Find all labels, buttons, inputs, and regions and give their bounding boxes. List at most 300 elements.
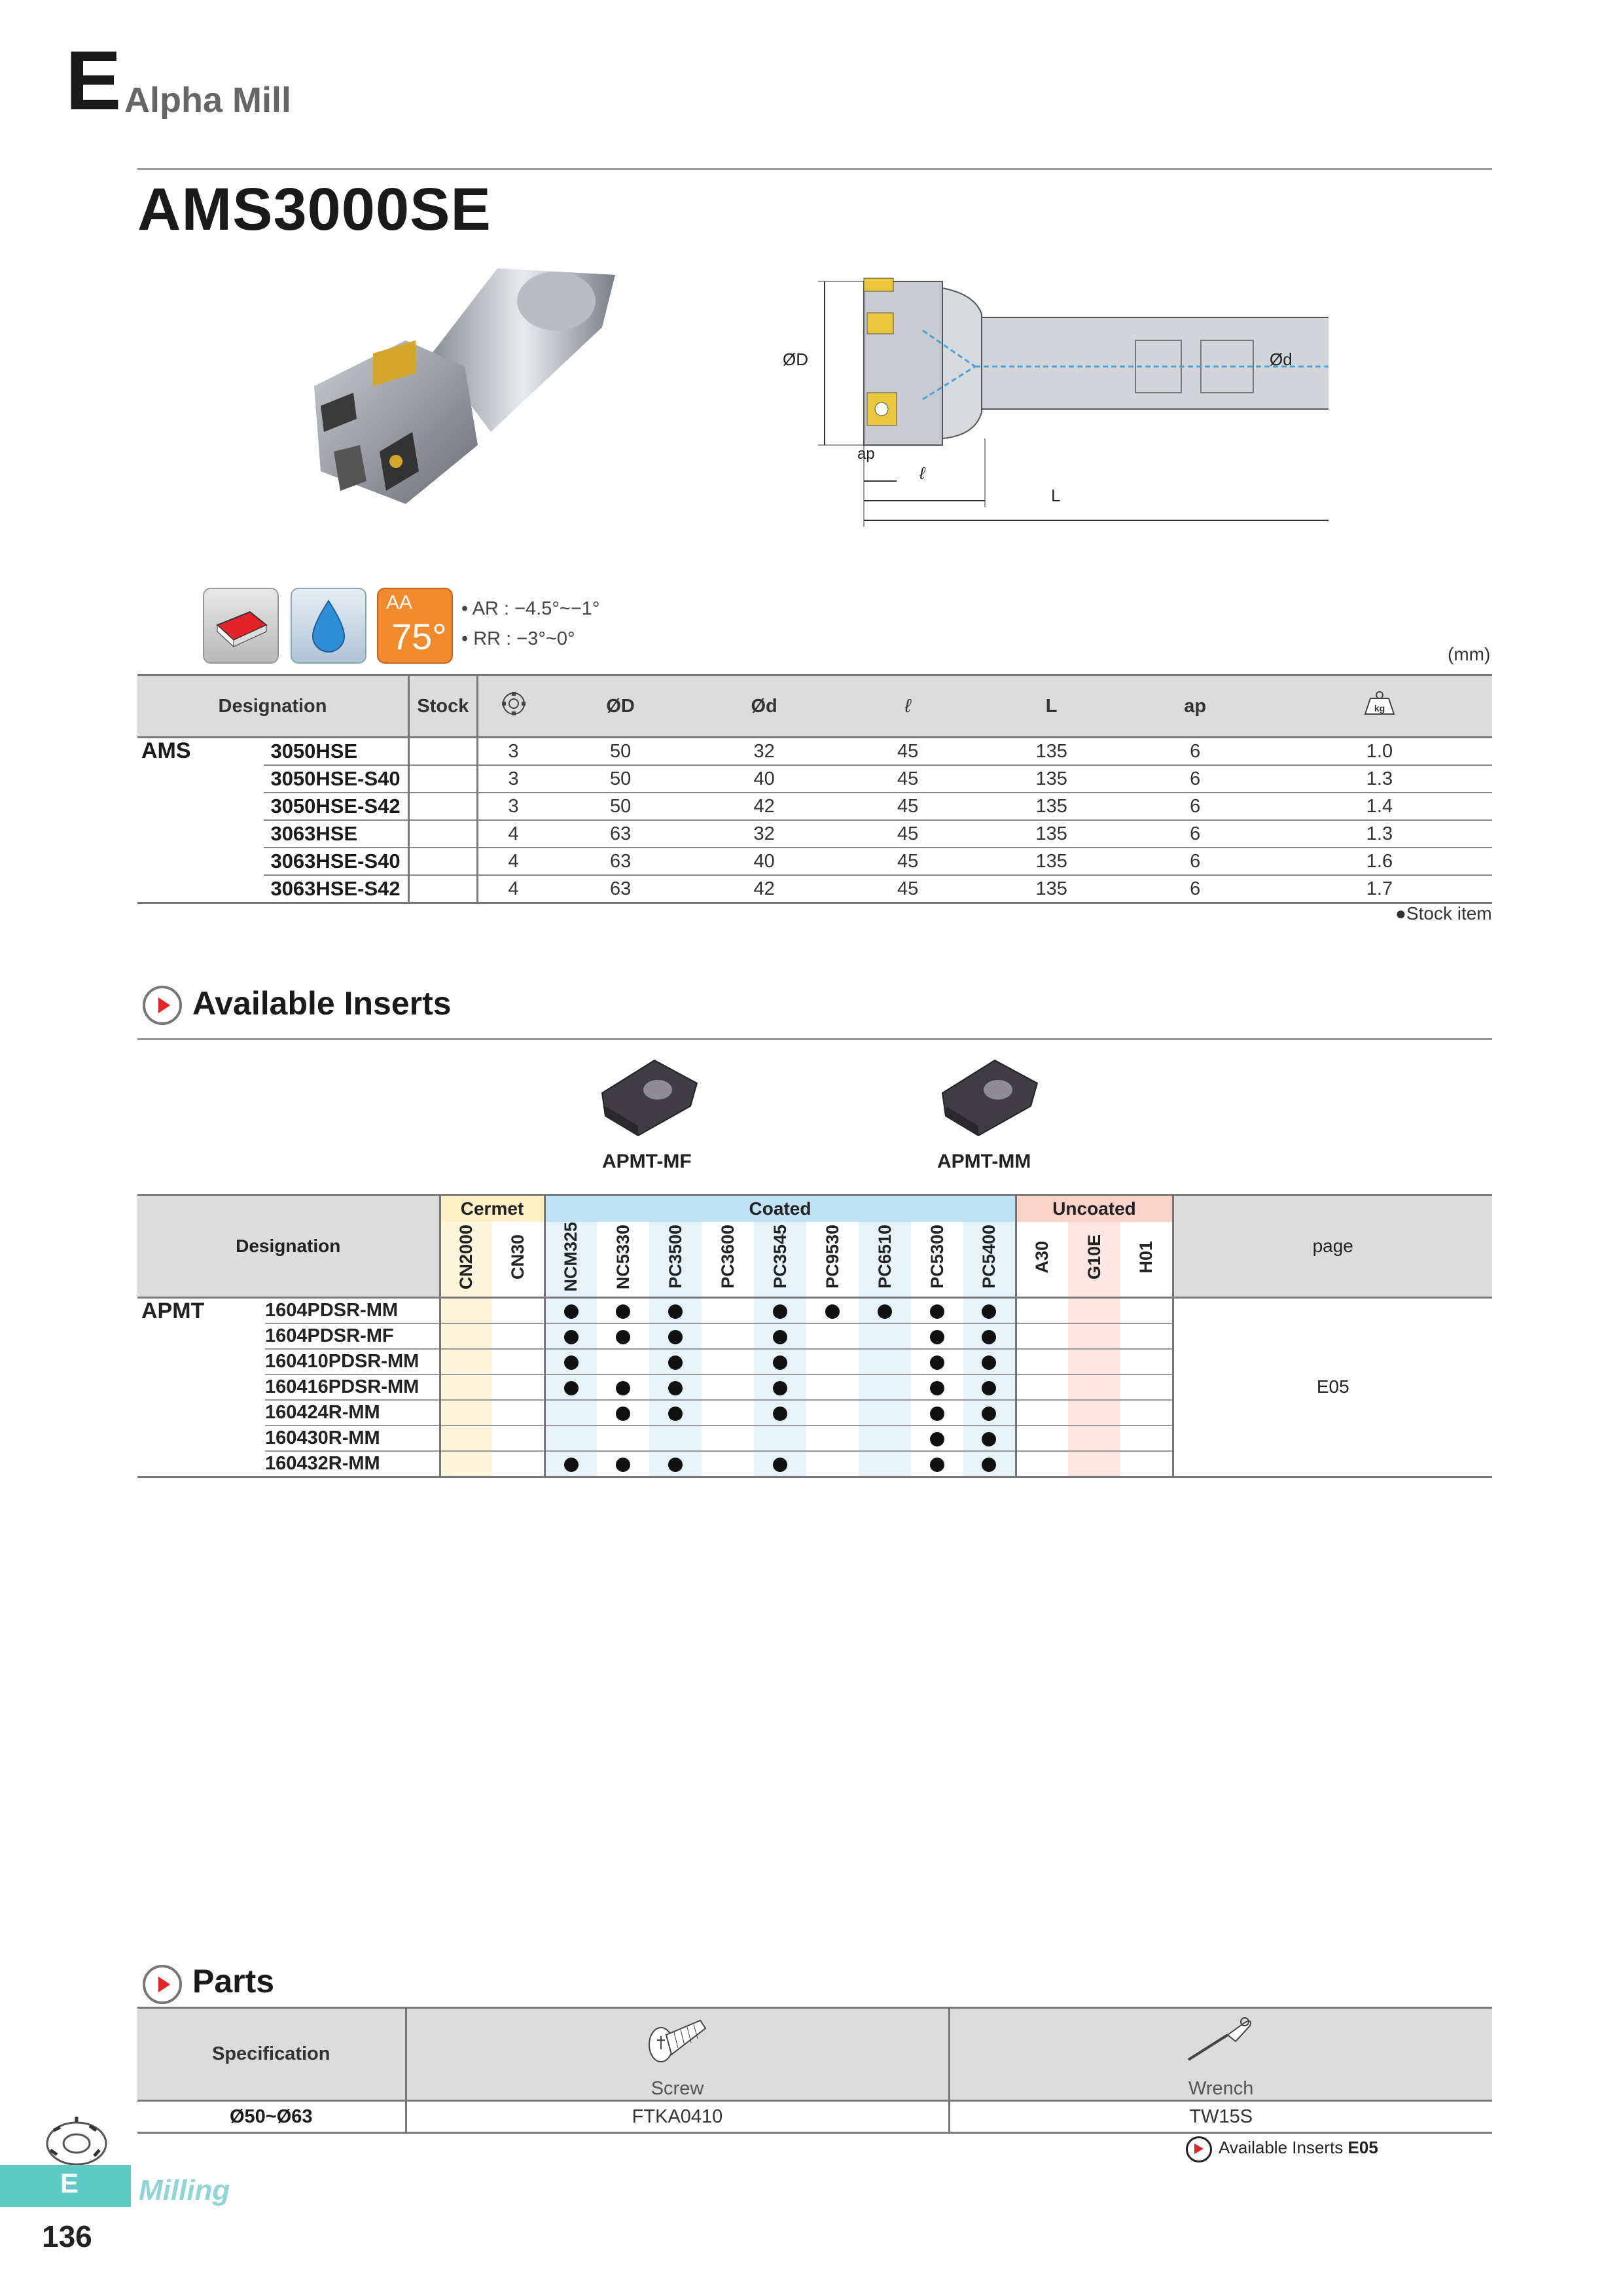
section-letter: E: [65, 34, 122, 128]
spec-ap: 6: [1123, 793, 1266, 820]
grade-cell: [859, 1374, 911, 1400]
grade-cell: [440, 1297, 492, 1323]
grade-cell: [754, 1426, 806, 1451]
availability-dot: [930, 1381, 944, 1395]
spec-D: 63: [548, 875, 692, 903]
grade-cell: [544, 1374, 597, 1400]
availability-dot: [982, 1458, 996, 1472]
availability-dot: [564, 1330, 579, 1344]
insert-designation: 160432R-MM: [265, 1451, 440, 1477]
grade-cell: [1120, 1297, 1173, 1323]
grade-cell: [1068, 1297, 1120, 1323]
grade-cell: [1016, 1451, 1068, 1477]
grade-cell: [754, 1374, 806, 1400]
grade-cell: [806, 1349, 859, 1374]
grade-cell: [1068, 1374, 1120, 1400]
grade-cell: [911, 1297, 963, 1323]
availability-dot: [930, 1355, 944, 1370]
spec-row: [137, 738, 1492, 766]
grade-header: [702, 1222, 754, 1297]
grade-cell: [911, 1400, 963, 1426]
spec-stock: [409, 848, 478, 875]
grade-name: PC5300: [927, 1225, 947, 1289]
spec-l: 45: [836, 793, 979, 820]
parts-spec-header: Specification: [137, 2008, 406, 2101]
screw-icon: [641, 2009, 713, 2068]
insert-apmt-mm-image: [933, 1054, 1050, 1139]
availability-dot: [668, 1381, 683, 1395]
grade-cell: [440, 1400, 492, 1426]
grade-cell: [597, 1349, 649, 1374]
availability-dot: [982, 1355, 996, 1370]
grade-cell: [440, 1451, 492, 1477]
grade-name: PC3545: [770, 1225, 790, 1289]
section-name: Alpha Mill: [124, 81, 291, 120]
coolant-icon: [291, 588, 366, 664]
grade-cell: [492, 1374, 544, 1400]
grade-cell: [702, 1323, 754, 1349]
grade-cell: [597, 1297, 649, 1323]
grade-cell: [702, 1349, 754, 1374]
spec-designation: 3063HSE: [264, 820, 408, 848]
dim-L-label: L: [1051, 486, 1061, 505]
parts-screw-value: FTKA0410: [406, 2101, 949, 2133]
grade-cell: [806, 1374, 859, 1400]
availability-dot: [668, 1355, 683, 1370]
group-cermet: Cermet: [440, 1195, 544, 1223]
grade-header: [1068, 1222, 1120, 1297]
grade-cell: [597, 1323, 649, 1349]
grade-name: NCM325: [561, 1222, 581, 1292]
page-number: 136: [42, 2219, 92, 2253]
spec-table: [137, 674, 1492, 904]
spec-L: 135: [980, 738, 1124, 766]
col-D: ØD: [548, 675, 692, 738]
section-tab-letter: E: [60, 2168, 79, 2198]
available-inserts-link-icon[interactable]: [1186, 2136, 1212, 2162]
availability-dot: [668, 1458, 683, 1472]
grade-cell: [544, 1426, 597, 1451]
spec-row: [137, 765, 1492, 793]
availability-dot: [773, 1381, 787, 1395]
spec-designation: 3050HSE-S40: [264, 765, 408, 793]
grade-cell: [859, 1349, 911, 1374]
parts-screw-label: Screw: [651, 2078, 704, 2099]
insert-row: [137, 1297, 1492, 1323]
grade-cell: [1016, 1297, 1068, 1323]
footer-section-name: Milling: [139, 2174, 230, 2206]
grade-cell: [1120, 1400, 1173, 1426]
availability-dot: [982, 1330, 996, 1344]
spec-L: 135: [980, 848, 1124, 875]
group-coated: Coated: [544, 1195, 1016, 1223]
grade-cell: [702, 1451, 754, 1477]
spec-row: [137, 793, 1492, 820]
spec-kg: 1.3: [1267, 820, 1492, 848]
available-inserts-play-icon: [143, 986, 182, 1025]
grade-header: [963, 1222, 1016, 1297]
grade-cell: [1120, 1451, 1173, 1477]
spec-D: 63: [548, 848, 692, 875]
grade-cell: [649, 1323, 702, 1349]
grade-cell: [963, 1400, 1016, 1426]
insert-apmt-mf-image: [592, 1054, 710, 1139]
grade-cell: [911, 1451, 963, 1477]
availability-dot: [616, 1381, 630, 1395]
grade-cell: [1068, 1400, 1120, 1426]
milling-cutter-icon: [41, 2114, 113, 2166]
available-inserts-link-ref: E05: [1347, 2138, 1378, 2157]
availability-dot: [616, 1458, 630, 1472]
parts-table: [137, 2007, 1492, 2134]
spec-stock: [409, 875, 478, 903]
availability-dot: [773, 1458, 787, 1472]
grade-cell: [806, 1426, 859, 1451]
grade-name: PC3500: [665, 1225, 685, 1289]
dim-D-label: ØD: [783, 350, 808, 369]
grade-cell: [597, 1400, 649, 1426]
grade-cell: [544, 1349, 597, 1374]
grade-cell: [440, 1426, 492, 1451]
unit-label: (mm): [1448, 644, 1491, 664]
available-inserts-link[interactable]: [1219, 2138, 1378, 2158]
col-designation: Designation: [137, 675, 409, 738]
approach-angle-icon: [377, 588, 453, 664]
grade-cell: [544, 1297, 597, 1323]
spec-d: 32: [692, 820, 836, 848]
grade-cell: [702, 1297, 754, 1323]
availability-dot: [668, 1407, 683, 1421]
grade-cell: [859, 1400, 911, 1426]
dim-ap-label: ap: [857, 445, 875, 463]
inserts-page-header: page: [1173, 1195, 1492, 1298]
grade-cell: [1016, 1426, 1068, 1451]
grade-cell: [806, 1451, 859, 1477]
stock-note: ●Stock item: [1395, 903, 1492, 924]
insert-designation: 160416PDSR-MM: [265, 1374, 440, 1400]
grade-cell: [440, 1374, 492, 1400]
grade-cell: [754, 1400, 806, 1426]
grade-cell: [1016, 1323, 1068, 1349]
angle-aa-label: AA: [386, 592, 413, 613]
availability-dot: [773, 1355, 787, 1370]
spec-z: 3: [477, 793, 548, 820]
grade-cell: [859, 1323, 911, 1349]
grade-cell: [963, 1451, 1016, 1477]
insert-designation: 160430R-MM: [265, 1426, 440, 1451]
grade-cell: [492, 1297, 544, 1323]
spec-ap: 6: [1123, 820, 1266, 848]
spec-kg: 1.4: [1267, 793, 1492, 820]
grade-cell: [492, 1323, 544, 1349]
col-l: ℓ: [836, 675, 979, 738]
grade-cell: [1068, 1323, 1120, 1349]
grade-cell: [1120, 1349, 1173, 1374]
grade-name: PC5400: [978, 1225, 999, 1289]
availability-dot: [930, 1330, 944, 1344]
grade-cell: [544, 1451, 597, 1477]
grade-cell: [702, 1426, 754, 1451]
product-photo: [275, 255, 641, 550]
grade-cell: [806, 1323, 859, 1349]
spec-ap: 6: [1123, 738, 1266, 766]
spec-designation: 3063HSE-S42: [264, 875, 408, 903]
spec-z: 4: [477, 875, 548, 903]
grade-cell: [649, 1349, 702, 1374]
spec-l: 45: [836, 738, 979, 766]
grade-header: [492, 1222, 544, 1297]
radial-rake-spec: • RR : −3°~0°: [461, 628, 575, 649]
availability-dot: [982, 1304, 996, 1319]
group-uncoated: Uncoated: [1016, 1195, 1173, 1223]
grade-header: [1120, 1222, 1173, 1297]
grade-cell: [806, 1297, 859, 1323]
grade-name: PC3600: [717, 1225, 738, 1289]
available-inserts-title: Available Inserts: [192, 985, 452, 1022]
insert-designation: 160424R-MM: [265, 1400, 440, 1426]
angle-value: 75°: [391, 616, 447, 657]
grade-cell: [492, 1451, 544, 1477]
spec-z: 3: [477, 765, 548, 793]
parts-wrench-value: TW15S: [949, 2101, 1492, 2133]
insert-group: APMT: [137, 1297, 265, 1477]
grade-cell: [440, 1349, 492, 1374]
grade-cell: [1120, 1323, 1173, 1349]
grade-cell: [1068, 1426, 1120, 1451]
grade-cell: [1068, 1349, 1120, 1374]
spec-designation: 3050HSE: [264, 738, 408, 766]
grade-name: PC6510: [874, 1225, 895, 1289]
spec-ap: 6: [1123, 875, 1266, 903]
spec-D: 50: [548, 793, 692, 820]
grade-cell: [649, 1374, 702, 1400]
parts-title: Parts: [192, 1963, 275, 2000]
availability-dot: [982, 1432, 996, 1446]
spec-row: [137, 848, 1492, 875]
spec-d: 42: [692, 793, 836, 820]
spec-d: 40: [692, 848, 836, 875]
product-title: AMS3000SE: [137, 176, 491, 243]
spec-stock: [409, 765, 478, 793]
spec-designation: 3050HSE-S42: [264, 793, 408, 820]
grade-header: [754, 1222, 806, 1297]
availability-dot: [668, 1304, 683, 1319]
available-inserts-divider: [137, 1038, 1492, 1040]
insert-designation: 1604PDSR-MF: [265, 1323, 440, 1349]
spec-group: AMS: [137, 738, 264, 903]
grade-cell: [911, 1349, 963, 1374]
spec-row: [137, 875, 1492, 903]
wrench-icon: [1182, 2009, 1260, 2068]
grade-header: [911, 1222, 963, 1297]
parts-row: [137, 2101, 1492, 2133]
spec-l: 45: [836, 875, 979, 903]
availability-dot: [982, 1407, 996, 1421]
col-stock: Stock: [409, 675, 478, 738]
grade-name: CN30: [507, 1234, 527, 1280]
axial-rake-spec: • AR : −4.5°~−1°: [461, 598, 600, 619]
grade-cell: [963, 1297, 1016, 1323]
spec-ap: 6: [1123, 765, 1266, 793]
grade-cell: [597, 1374, 649, 1400]
grade-cell: [754, 1349, 806, 1374]
inserts-table: [137, 1194, 1492, 1478]
spec-d: 40: [692, 765, 836, 793]
grade-cell: [963, 1349, 1016, 1374]
availability-dot: [564, 1304, 579, 1319]
grade-cell: [597, 1451, 649, 1477]
grade-cell: [754, 1297, 806, 1323]
spec-L: 135: [980, 875, 1124, 903]
grade-cell: [911, 1323, 963, 1349]
spec-L: 135: [980, 820, 1124, 848]
availability-dot: [825, 1304, 840, 1319]
grade-cell: [963, 1323, 1016, 1349]
availability-dot: [773, 1407, 787, 1421]
spec-D: 50: [548, 738, 692, 766]
grade-name: G10E: [1084, 1234, 1104, 1280]
availability-dot: [930, 1432, 944, 1446]
parts-wrench-header: [949, 2008, 1492, 2101]
available-inserts-link-text: Available Inserts: [1219, 2138, 1348, 2157]
grade-cell: [911, 1374, 963, 1400]
grade-cell: [702, 1374, 754, 1400]
parts-spec-value: Ø50~Ø63: [137, 2101, 406, 2133]
technical-drawing: [772, 268, 1329, 530]
grade-cell: [544, 1323, 597, 1349]
grade-cell: [1120, 1374, 1173, 1400]
header-divider: [137, 168, 1492, 170]
spec-L: 135: [980, 765, 1124, 793]
grade-cell: [963, 1426, 1016, 1451]
spec-D: 50: [548, 765, 692, 793]
svg-text:kg: kg: [1374, 703, 1385, 713]
grade-header: [649, 1222, 702, 1297]
spec-z: 4: [477, 820, 548, 848]
col-ap: ap: [1123, 675, 1266, 738]
grade-cell: [1016, 1400, 1068, 1426]
availability-dot: [982, 1381, 996, 1395]
grade-cell: [649, 1400, 702, 1426]
grade-cell: [859, 1451, 911, 1477]
col-L: L: [980, 675, 1124, 738]
dim-l-label: ℓ: [919, 463, 925, 483]
grade-cell: [1016, 1349, 1068, 1374]
dim-d-label: Ød: [1270, 350, 1293, 369]
col-d: Ød: [692, 675, 836, 738]
spec-l: 45: [836, 765, 979, 793]
spec-kg: 1.6: [1267, 848, 1492, 875]
spec-stock: [409, 793, 478, 820]
grade-cell: [859, 1426, 911, 1451]
grade-header: [806, 1222, 859, 1297]
spec-z: 4: [477, 848, 548, 875]
availability-dot: [616, 1407, 630, 1421]
grade-cell: [1016, 1374, 1068, 1400]
insert-label-mm: APMT-MM: [937, 1151, 1031, 1172]
grade-cell: [440, 1323, 492, 1349]
weight-kg-icon: [1267, 675, 1492, 738]
availability-dot: [930, 1407, 944, 1421]
spec-l: 45: [836, 848, 979, 875]
grade-cell: [492, 1426, 544, 1451]
grade-cell: [806, 1400, 859, 1426]
availability-dot: [616, 1330, 630, 1344]
grade-header: [597, 1222, 649, 1297]
spec-z: 3: [477, 738, 548, 766]
grade-cell: [754, 1451, 806, 1477]
spec-d: 32: [692, 738, 836, 766]
parts-wrench-label: Wrench: [1188, 2078, 1254, 2099]
availability-dot: [773, 1330, 787, 1344]
spec-kg: 1.7: [1267, 875, 1492, 903]
grade-cell: [597, 1426, 649, 1451]
grade-cell: [492, 1349, 544, 1374]
grade-header: [440, 1222, 492, 1297]
insert-label-mf: APMT-MF: [602, 1151, 692, 1172]
grade-cell: [544, 1400, 597, 1426]
grade-name: H01: [1135, 1240, 1156, 1274]
grade-name: NC5330: [613, 1224, 633, 1289]
spec-designation: 3063HSE-S40: [264, 848, 408, 875]
grade-header: [544, 1222, 597, 1297]
grade-header: [859, 1222, 911, 1297]
grade-name: CN2000: [456, 1224, 476, 1289]
insert-type-icon: [203, 588, 279, 664]
grade-name: PC9530: [822, 1225, 842, 1289]
availability-dot: [878, 1304, 892, 1319]
spec-stock: [409, 820, 478, 848]
grade-cell: [492, 1400, 544, 1426]
availability-dot: [930, 1304, 944, 1319]
parts-screw-header: [406, 2008, 949, 2101]
grade-header: [1016, 1222, 1068, 1297]
spec-ap: 6: [1123, 848, 1266, 875]
spec-row: [137, 820, 1492, 848]
spec-kg: 1.0: [1267, 738, 1492, 766]
grade-cell: [649, 1426, 702, 1451]
availability-dot: [564, 1458, 579, 1472]
spec-L: 135: [980, 793, 1124, 820]
grade-cell: [1068, 1451, 1120, 1477]
availability-dot: [668, 1330, 683, 1344]
grade-cell: [859, 1297, 911, 1323]
grade-cell: [911, 1426, 963, 1451]
availability-dot: [564, 1355, 579, 1370]
grade-name: A30: [1032, 1240, 1052, 1274]
grade-cell: [963, 1374, 1016, 1400]
insert-page-ref: E05: [1173, 1297, 1492, 1477]
parts-play-icon: [143, 1965, 182, 2004]
insert-designation: 1604PDSR-MM: [265, 1297, 440, 1323]
inserts-count-icon: [477, 675, 548, 738]
spec-D: 63: [548, 820, 692, 848]
spec-d: 42: [692, 875, 836, 903]
grade-cell: [649, 1451, 702, 1477]
insert-designation: 160410PDSR-MM: [265, 1349, 440, 1374]
availability-dot: [773, 1304, 787, 1319]
availability-dot: [564, 1381, 579, 1395]
grade-cell: [649, 1297, 702, 1323]
grade-cell: [1120, 1426, 1173, 1451]
spec-stock: [409, 738, 478, 766]
grade-cell: [702, 1400, 754, 1426]
availability-dot: [930, 1458, 944, 1472]
inserts-designation-header: Designation: [137, 1195, 440, 1298]
availability-dot: [616, 1304, 630, 1319]
spec-kg: 1.3: [1267, 765, 1492, 793]
spec-l: 45: [836, 820, 979, 848]
